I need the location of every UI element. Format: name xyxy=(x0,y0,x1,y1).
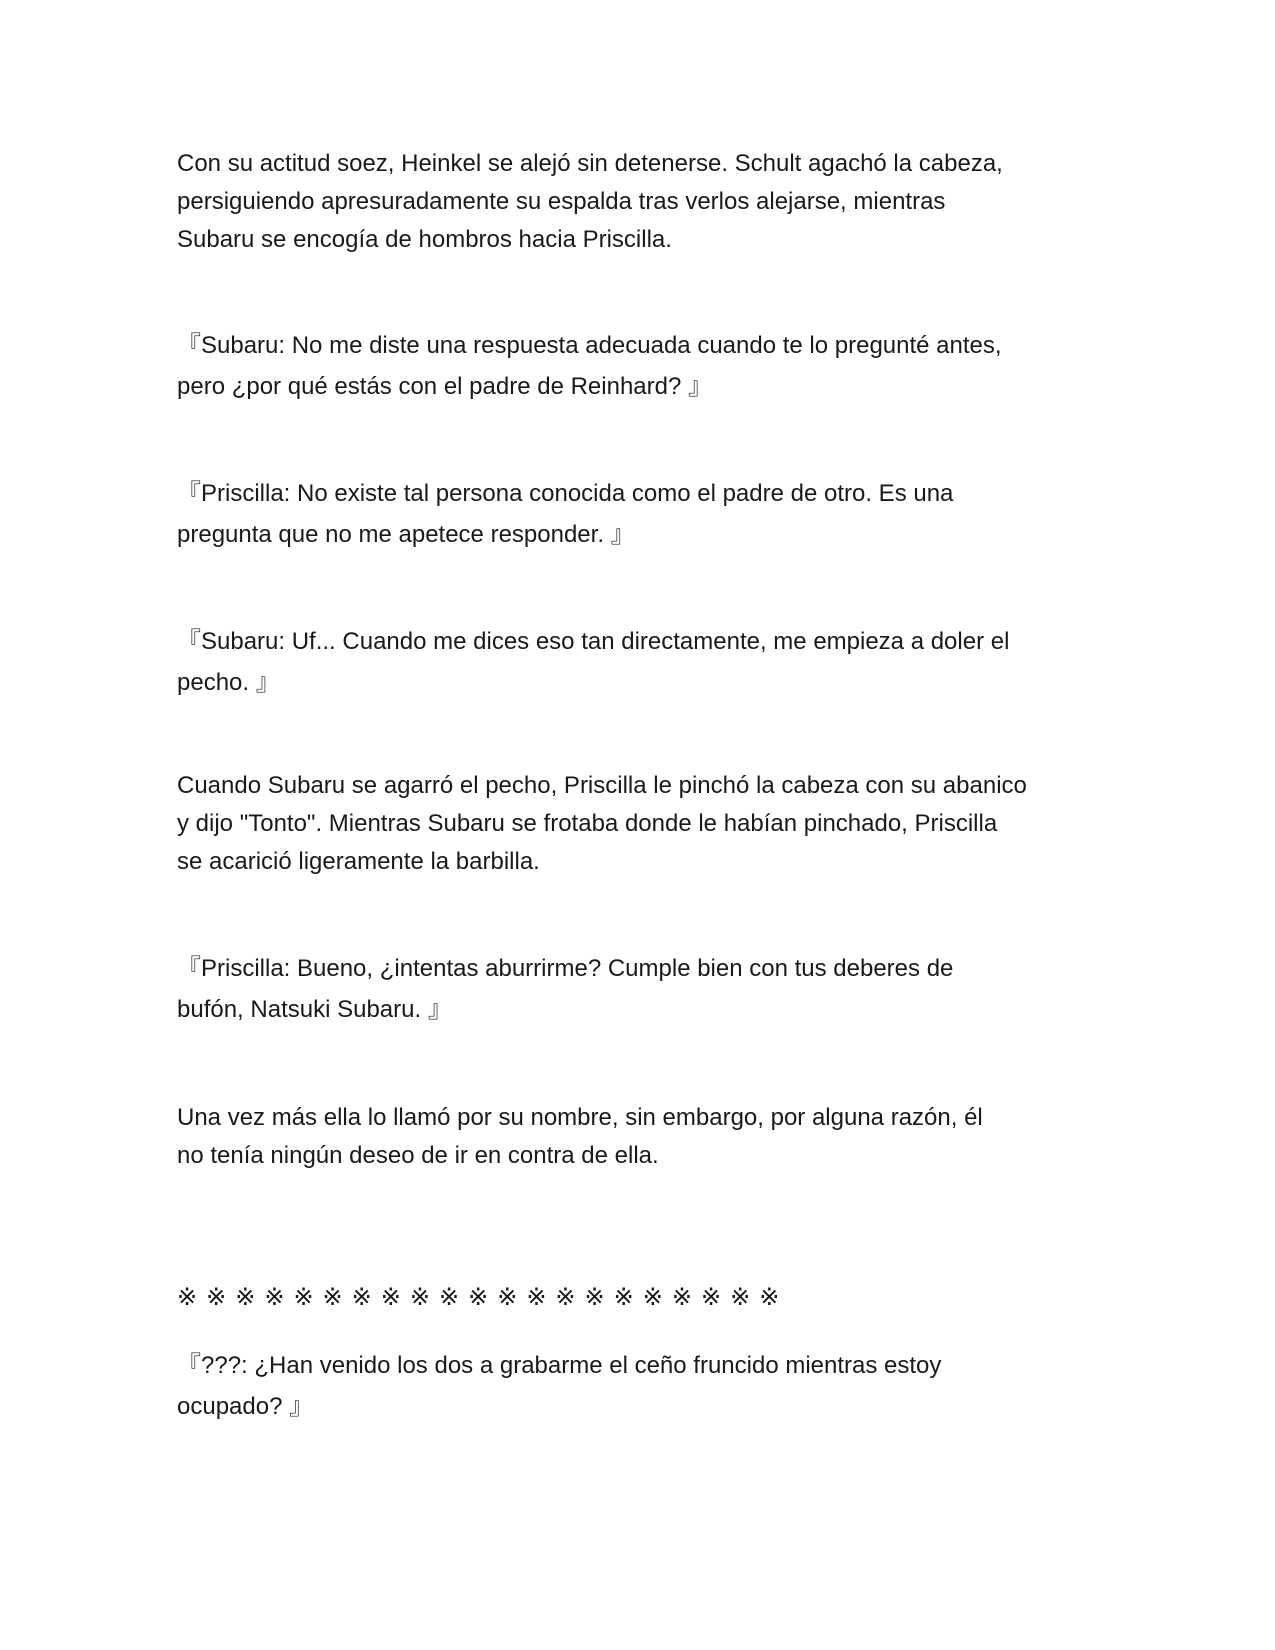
dialogue-line: 『Subaru: No me diste una respuesta adecuada cuando te lo pregunté antes, pero ¿por qué estás con el padre de Reinhard? 』 xyxy=(177,332,1002,400)
dialogue-line: 『???: ¿Han venido los dos a grabarme el ceño fruncido mientras estoy ocupado? 』 xyxy=(177,1352,942,1420)
narration-paragraph: Con su actitud soez, Heinkel se alejó sin detenerse. Schult agachó la cabeza, persiguiendo apresuradamente su espalda tras verlos alejarse, mientras Subaru se encogía de hombros hacia Priscilla. xyxy=(177,150,1003,253)
narration-paragraph: Cuando Subaru se agarró el pecho, Priscilla le pinchó la cabeza con su abanico y dijo "Tonto". Mientras Subaru se frotaba donde le habían pinchado, Priscilla se acarició ligeramente la barbilla. xyxy=(177,772,1027,875)
dialogue-line: 『Priscilla: Bueno, ¿intentas aburrirme? Cumple bien con tus deberes de bufón, Natsuki Subaru. 』 xyxy=(177,955,954,1023)
narration-paragraph: Una vez más ella lo llamó por su nombre, sin embargo, por alguna razón, él no tenía ningún deseo de ir en contra de ella. xyxy=(177,1104,983,1169)
scene-separator: ※※※※※※※※※※※※※※※※※※※※※ xyxy=(177,1283,789,1311)
dialogue-line: 『Subaru: Uf... Cuando me dices eso tan directamente, me empieza a doler el pecho. 』 xyxy=(177,628,1010,696)
dialogue-line: 『Priscilla: No existe tal persona conocida como el padre de otro. Es una pregunta que no me apetece responder. 』 xyxy=(177,480,954,548)
